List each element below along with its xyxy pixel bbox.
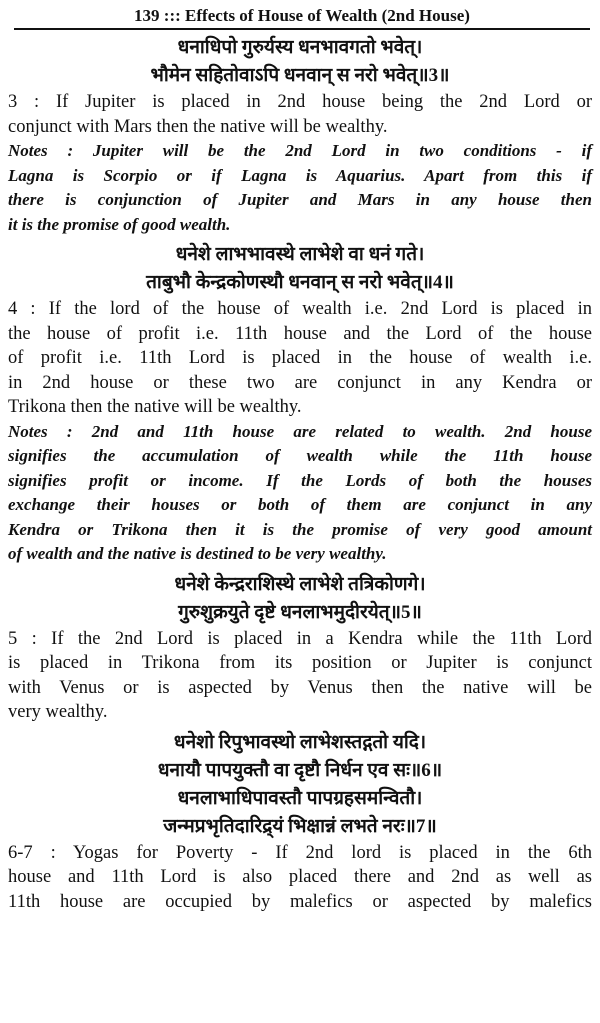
notes-paragraph <box>8 420 592 567</box>
text-line: house and 11th Lord is also placed there and 2nd as well as <box>8 867 592 887</box>
text-line: of profit i.e. 11th Lord is placed in the house of wealth i.e. <box>8 348 592 368</box>
text-line: धनायौ पापयुक्तौ वा दृष्टौ निर्धन एव सः॥6॥ <box>157 759 443 781</box>
sanskrit-verse <box>8 34 592 90</box>
text-line: signifies profit or income. If the Lords of both the houses <box>8 470 592 490</box>
text-line: there is conjunction of Jupiter and Mars in any house then <box>8 190 592 209</box>
text-line: the house of profit i.e. 11th house and the Lord of the house <box>8 323 592 344</box>
text-line: Trikona then the native will be wealthy. <box>8 397 302 417</box>
text-line: Lagna is Scorpio or if Lagna is Aquarius. Apart from this if <box>8 165 592 185</box>
text-line: signifies the accumulation of wealth while the 11th house <box>8 446 592 465</box>
text-line: exchange their houses or both of them are conjunct in any <box>8 495 592 514</box>
sanskrit-verse <box>8 241 592 297</box>
text-line: is placed in Trikona from its position or Jupiter is conjunct <box>8 653 592 673</box>
text-line: 6-7 : Yogas for Poverty - If 2nd lord is placed in the 6th <box>8 842 592 863</box>
text-line: भौमेन सहितोवाऽपि धनवान् स नरो भवेत्॥3॥ <box>150 65 450 86</box>
text-line: Kendra or Trikona then it is the promise of very good amount <box>8 519 592 539</box>
text-line: 11th house are occupied by malefics or aspected by malefics <box>8 891 592 912</box>
chapter-title: Effects of House of Wealth (2nd House) <box>185 6 470 25</box>
text-line: very wealthy. <box>8 702 108 722</box>
text-line: Notes : Jupiter will be the 2nd Lord in two conditions - if <box>8 141 592 160</box>
text-line: of wealth and the native is destined to be very wealthy. <box>8 544 387 563</box>
sanskrit-verse <box>8 571 592 627</box>
text-line: गुरुशुक्रयुते दृष्टे धनलाभमुदीरयेत्॥5॥ <box>178 601 422 623</box>
header-separator: ::: <box>163 6 181 25</box>
text-line: धनलाभाधिपावस्तौ पापग्रहसमन्वितौ। <box>177 787 423 809</box>
translation-paragraph <box>8 627 592 725</box>
text-line: Notes : 2nd and 11th house are related to wealth. 2nd house <box>8 421 592 441</box>
text-line: जन्मप्रभृतिदारिद्र्यं भिक्षान्नं लभते नरः॥7॥ <box>163 815 437 837</box>
text-line: in 2nd house or these two are conjunct in any Kendra or <box>8 372 592 393</box>
text-line: धनेशे केन्द्रराशिस्थे लाभेशे तत्रिकोणगे। <box>174 573 426 595</box>
text-line: it is the promise of good wealth. <box>8 214 231 234</box>
text-line: 3 : If Jupiter is placed in 2nd house being the 2nd Lord or <box>8 92 592 112</box>
text-line: conjunct with Mars then the native will be wealthy. <box>8 116 388 137</box>
text-line: धनेशे लाभभावस्थे लाभेशे वा धनं गते। <box>175 244 425 265</box>
sanskrit-verse <box>8 729 592 841</box>
text-line: 4 : If the lord of the house of wealth i.e. 2nd Lord is placed in <box>8 299 592 319</box>
notes-paragraph <box>8 139 592 237</box>
translation-paragraph <box>8 297 592 420</box>
text-line: with Venus or is aspected by Venus then the native will be <box>8 677 592 698</box>
text-line: धनेशो रिपुभावस्थो लाभेशस्तद्गतो यदि। <box>173 731 427 753</box>
page-header <box>14 0 590 30</box>
page-number: 139 <box>134 6 160 25</box>
text-line: 5 : If the 2nd Lord is placed in a Kendra while the 11th Lord <box>8 628 592 649</box>
translation-paragraph <box>8 841 592 915</box>
translation-paragraph <box>8 90 592 139</box>
page-body <box>8 34 592 914</box>
text-line: ताबुभौ केन्द्रकोणस्थौ धनवान् स नरो भवेत्॥4॥ <box>146 272 454 293</box>
text-line: धनाधिपो गुरुर्यस्य धनभावगतो भवेत्। <box>177 37 423 58</box>
